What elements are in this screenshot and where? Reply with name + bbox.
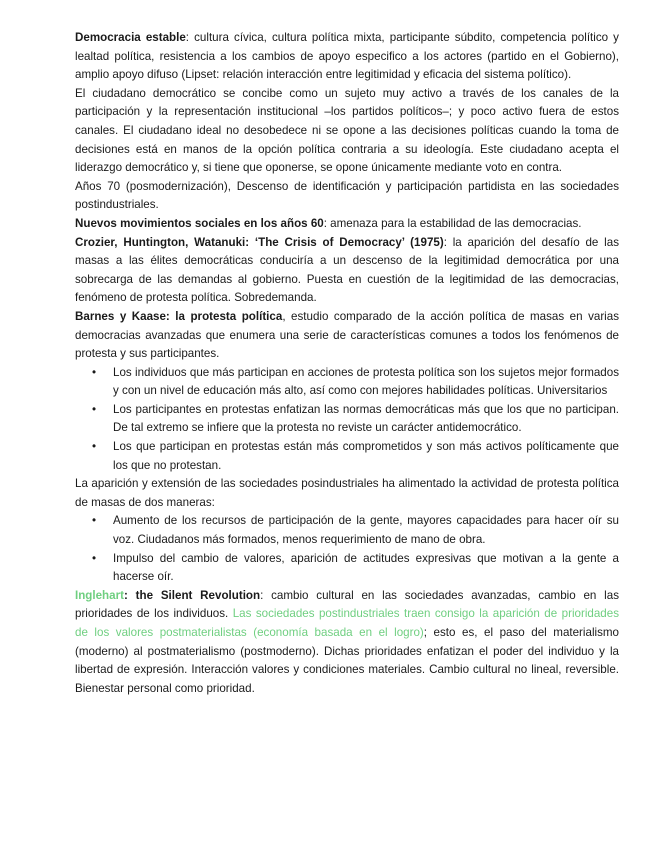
- nuevos-movimientos-text: : amenaza para la estabilidad de las democracias.: [323, 216, 582, 230]
- barnes-kaase-text: , estudio comparado de la acción política de masas en varias democracias avanzadas que enumera una serie de características comunes a todos los fenómenos de protesta y sus participantes.: [75, 309, 619, 361]
- inglehart-head-rest: : the Silent Revolution: [123, 588, 261, 602]
- barnes-kaase-list: [75, 364, 619, 476]
- inglehart-name: Inglehart: [75, 588, 124, 602]
- term-nuevos-movimientos: Nuevos movimientos sociales en los años 60: [75, 216, 324, 230]
- inglehart-text-1: : cambio cultural en las sociedades avanzadas, cambio en las prioridades de los individuos.: [75, 588, 620, 621]
- term-crozier: Crozier, Huntington, Watanuki: ‘The Crisis of Democracy’ (1975): [75, 235, 444, 249]
- paragraph-barnes-kaase: [75, 308, 619, 364]
- list-item: • Los individuos que más participan en acciones de protesta política son los sujetos mejor formados y con un nivel de educación más alto, así como con mejores habilidades políticas. Universitarios: [113, 364, 619, 401]
- democracia-estable-text: : cultura cívica, cultura política mixta, participante súbdito, competencia político y lealtad política, resistencia a los cambios de apoyo especifico a los actores (partido en el Gobierno), amplio apoyo difuso (Lipset: relación interacción entre legitimidad y eficacia del sistema político).: [75, 31, 619, 82]
- paragraph-inglehart: [75, 587, 619, 699]
- list-item: • Los que participan en protestas están más comprometidos y son más activos políticamente que los que no protestan.: [113, 438, 619, 475]
- inglehart-text-2: ; esto es, el paso del materialismo (moderno) al postmaterialismo (postmoderno). Dichas prioridades enfatizan el poder del individuo y la libertad de expresión. Interacción valores y condiciones materiales. Cambio cultural no lineal, reversible. Bienestar personal como prioridad.: [75, 626, 619, 695]
- crozier-text: : la aparición del desafío de las masas a las élites democráticas conduciría a un descenso de la legitimidad democrática por una sobrecarga de las demandas al gobierno. Puesta en cuestión de la legitimidad de las democracias, fenómeno de protesta política. Sobredemanda.: [75, 235, 619, 305]
- term-inglehart: [75, 589, 260, 602]
- list-item: • Aumento de los recursos de participación de la gente, mayores capacidades para hacer oír su voz. Ciudadanos más formados, menos requerimiento de mano de obra.: [113, 512, 619, 549]
- paragraph-ciudadano-democratico: El ciudadano democrático se concibe como un sujeto muy activo a través de los canales de la participación y la representación institucional –los partidos políticos–; y poco activo fuera de estos canales. El ciudadano ideal no desobedece ni se opone a las decisiones políticas cuando la toma de decisiones está en manos de la opción política contraria a su ideología. Este ciudadano acepta el liderazgo democrático y, si tiene que oponerse, se opone únicamente mediante voto en contra.: [75, 86, 619, 175]
- paragraph-nuevos-movimientos: [75, 215, 619, 234]
- paragraph-anos-70: Años 70 (posmodernización), Descenso de identificación y participación partidista en las sociedades postindustriales.: [75, 179, 619, 212]
- inglehart-highlight: Las sociedades postindustriales traen consigo la aparición de prioridades de los valores postmaterialistas (economía basada en el logro): [75, 607, 619, 639]
- term-barnes-kaase: Barnes y Kaase: la protesta política: [75, 309, 283, 323]
- term-democracia-estable: Democracia estable: [75, 31, 186, 44]
- list-item: • Los participantes en protestas enfatizan las normas democráticas más que los que no participan. De tal extremo se infiere que la protesta no reviste un carácter antidemocrático.: [113, 401, 619, 438]
- aparicion-list: [75, 512, 619, 586]
- paragraph-democracia-estable: [75, 29, 619, 85]
- paragraph-aparicion: La aparición y extensión de las sociedades posindustriales ha alimentado la actividad de protesta política de masas de dos maneras:: [75, 477, 619, 509]
- paragraph-crozier: [75, 234, 619, 308]
- list-item: • Impulso del cambio de valores, aparición de actitudes expresivas que motivan a la gente a hacerse oír.: [113, 550, 619, 587]
